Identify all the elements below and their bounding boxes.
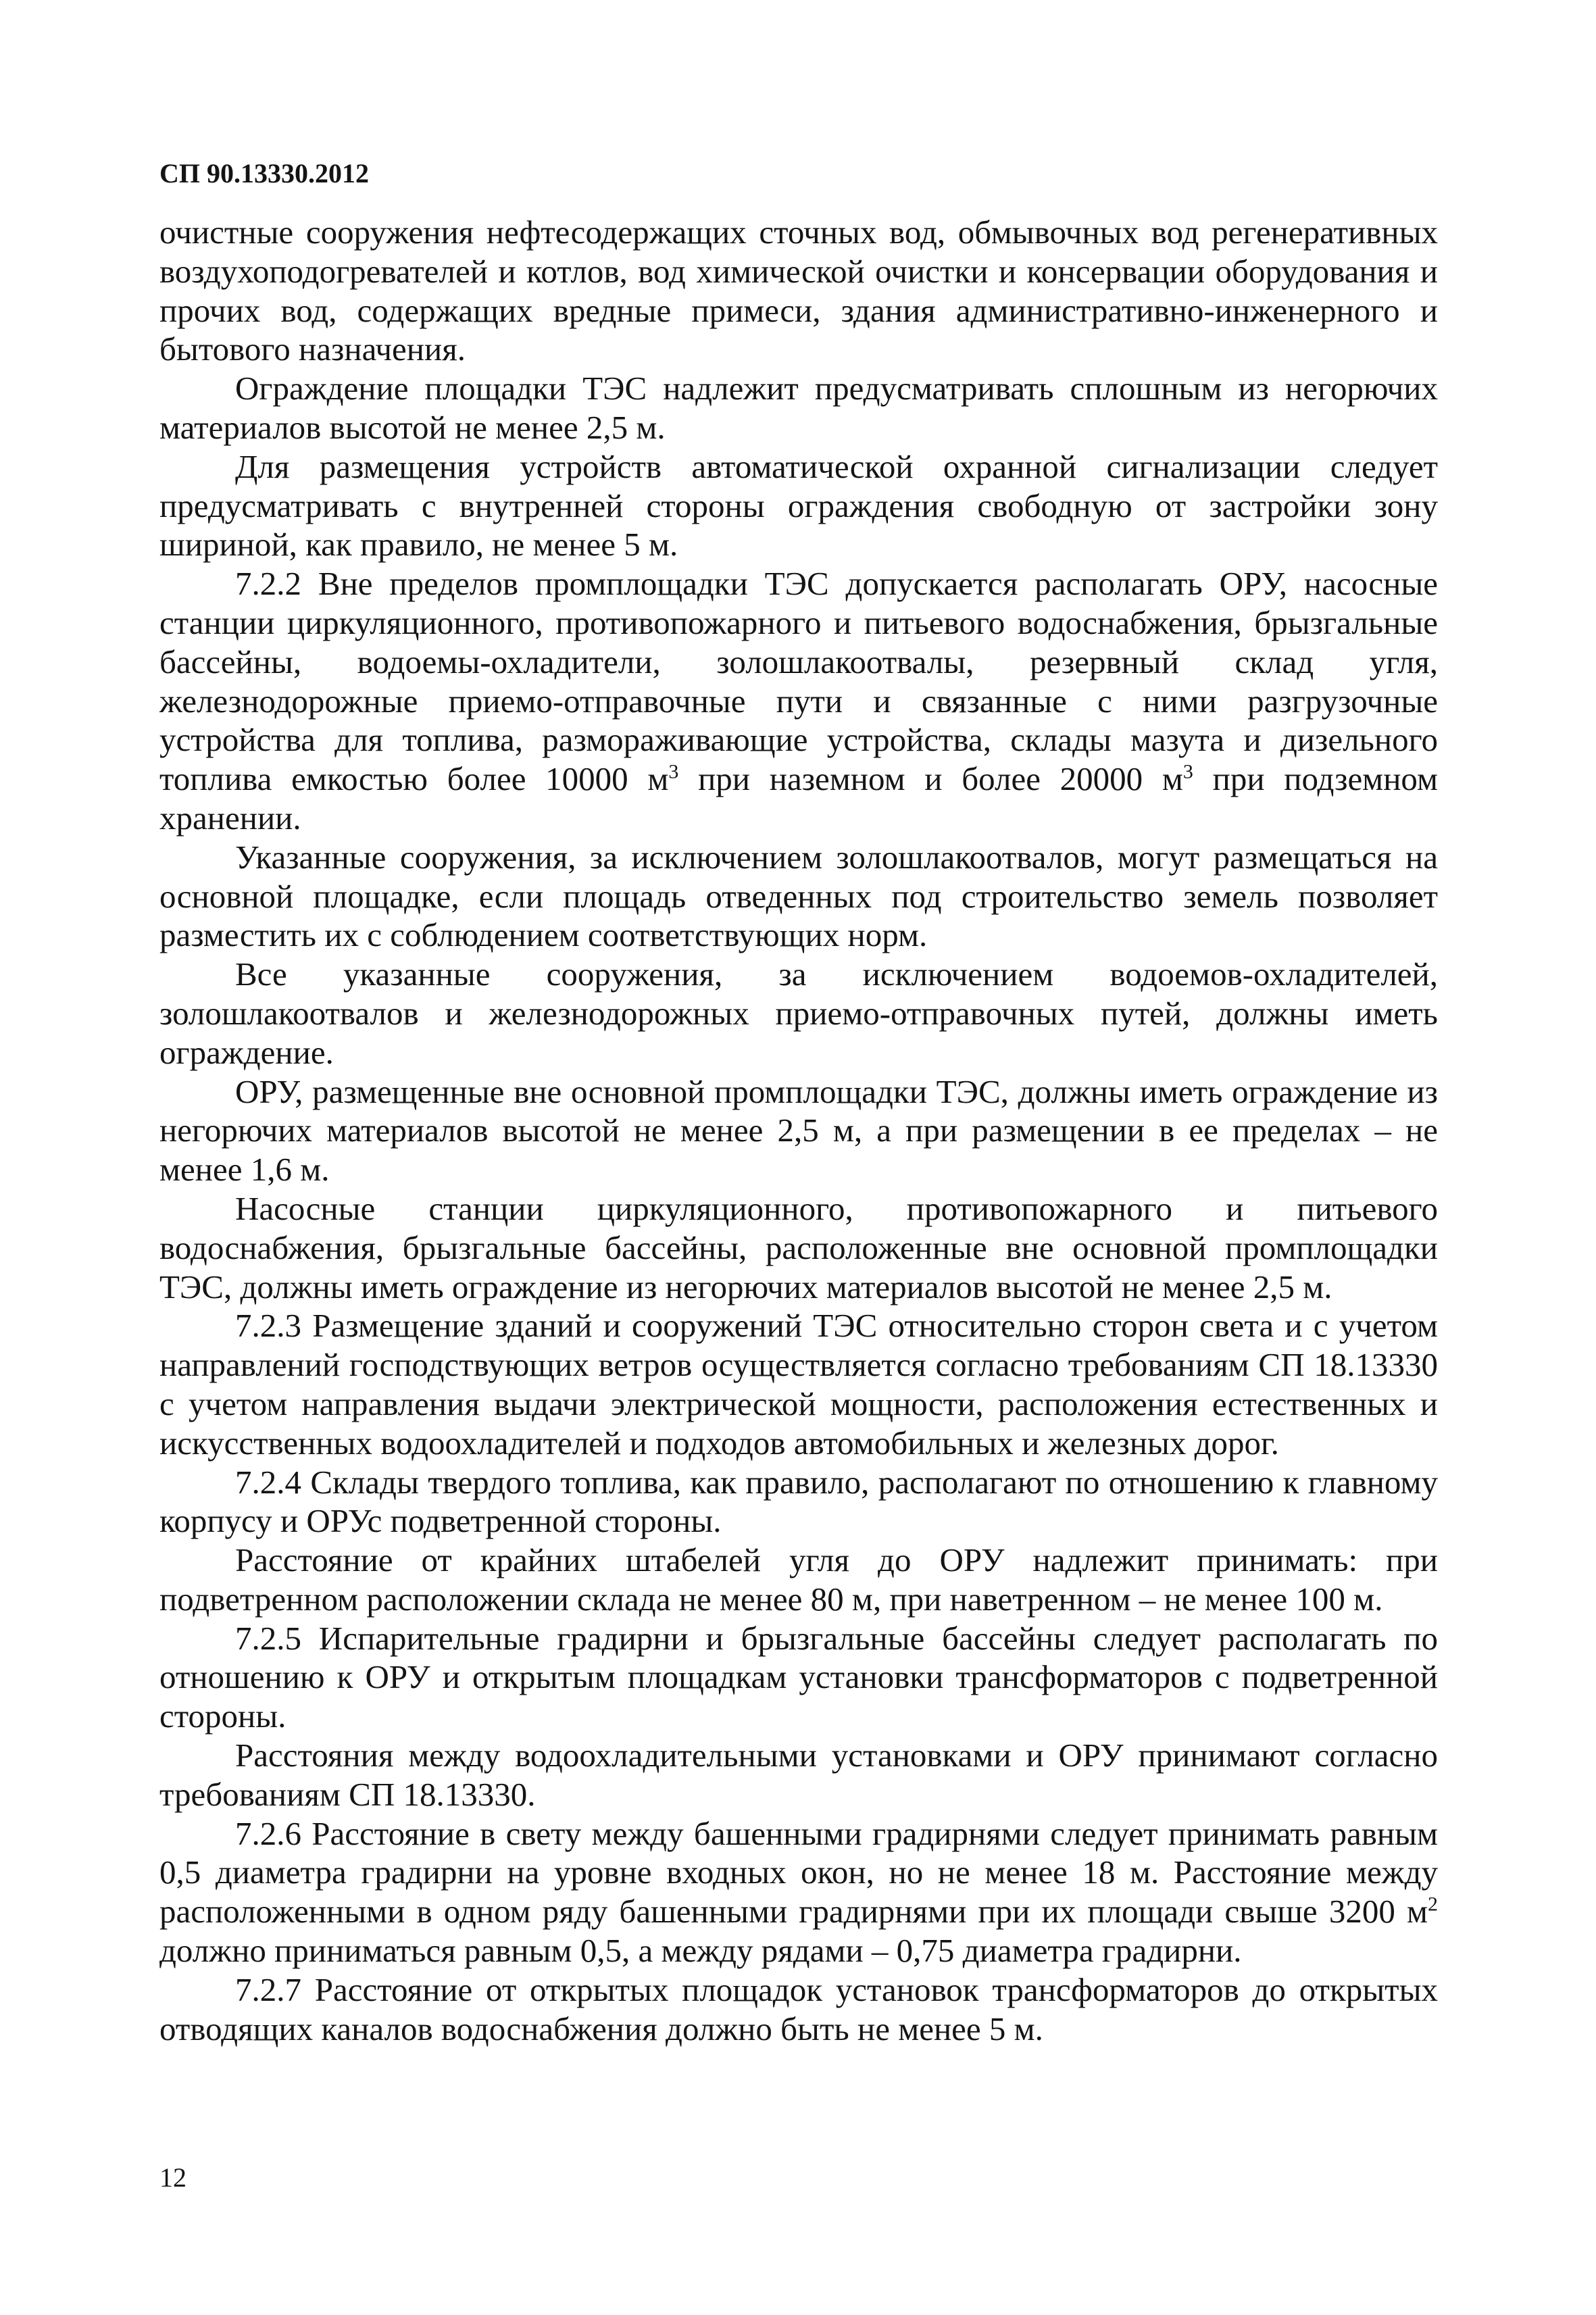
document-code-header: СП 90.13330.2012 — [159, 158, 369, 189]
paragraph-7-2-2-text-2: при наземном и более 20000 м — [678, 760, 1183, 798]
paragraph-7-2-2 — [159, 564, 1438, 838]
paragraph-7-2-4: 7.2.4 Склады твердого топлива, как правило, располагают по отношению к главному корпусу и ОРУс подветренной стороны. — [159, 1463, 1438, 1540]
paragraph-7-2-7: 7.2.7 Расстояние от открытых площадок установок трансформаторов до открытых отводящих каналов водоснабжения должно быть не менее 5 м. — [159, 1970, 1438, 2047]
superscript-cubic-2: 3 — [1182, 760, 1193, 783]
paragraph-alarm-zone: Для размещения устройств автоматической охранной сигнализации следует предусматривать с внутренней стороны ограждения свободную от застройки зону шириной, как правило, не менее 5 м. — [159, 447, 1438, 564]
document-body — [159, 213, 1438, 2048]
paragraph-continuation: очистные сооружения нефтесодержащих сточных вод, обмывочных вод регенеративных воздухоподогревателей и котлов, вод химической очистки и консервации оборудования и прочих вод, содержащих вредные примеси, здания административно-инженерного и бытового назначения. — [159, 214, 1438, 368]
paragraph-7-2-6-text-1: 7.2.6 Расстояние в свету между башенными градирнями следует принимать равным 0,5 диаметра градирни на уровне входных окон, но не менее 18 м. Расстояние между расположенными в одном ряду башенными градирнями при их площади свыше 3200 м — [159, 1814, 1438, 1931]
paragraph-7-2-6 — [159, 1814, 1438, 1970]
paragraph-7-2-6-text-2: должно приниматься равным 0,5, а между рядами – 0,75 диаметра градирни. — [159, 1932, 1242, 1970]
paragraph-main-site-placement: Указанные сооружения, за исключением золошлакоотвалов, могут размещаться на основной площадке, если площадь отведенных под строительство земель позволяет разместить их с соблюдением соответствующих норм. — [159, 838, 1438, 954]
paragraph-7-2-2-text-3: при подземном хранении. — [159, 760, 1438, 837]
paragraph-fence-height: Ограждение площадки ТЭС надлежит предусматривать сплошным из негорючих материалов высотой не менее 2,5 м. — [159, 370, 1438, 446]
paragraph-fencing-required: Все указанные сооружения, за исключением водоемов-охладителей, золошлакоотвалов и железнодорожных приемо-отправочных путей, должны иметь ограждение. — [159, 955, 1438, 1071]
paragraph-oru-fence: ОРУ, размещенные вне основной промплощадки ТЭС, должны иметь ограждение из негорючих материалов высотой не менее 2,5 м, а при размещении в ее пределах – не менее 1,6 м. — [159, 1072, 1438, 1189]
paragraph-coal-distance: Расстояние от крайних штабелей угля до ОРУ надлежит принимать: при подветренном расположении склада не менее 80 м, при наветренном – не менее 100 м. — [159, 1541, 1438, 1618]
paragraph-7-2-3: 7.2.3 Размещение зданий и сооружений ТЭС относительно сторон света и с учетом направлений господствующих ветров осуществляется согласно требованиям СП 18.13330 с учетом направления выдачи электрической мощности, расположения естественных и искусственных водоохладителей и подходов автомобильных и железных дорог. — [159, 1307, 1438, 1462]
page-number: 12 — [159, 2162, 186, 2193]
paragraph-7-2-5: 7.2.5 Испарительные градирни и брызгальные бассейны следует располагать по отношению к ОРУ и открытым площадкам установки трансформаторов с подветренной стороны. — [159, 1619, 1438, 1735]
paragraph-pump-stations-fence: Насосные станции циркуляционного, противопожарного и питьевого водоснабжения, брызгальные бассейны, расположенные вне основной промплощадки ТЭС, должны иметь ограждение из негорючих материалов высотой не менее 2,5 м. — [159, 1189, 1438, 1305]
superscript-square: 2 — [1428, 1893, 1438, 1916]
paragraph-7-2-2-text-1: 7.2.2 Вне пределов промплощадки ТЭС допускается располагать ОРУ, насосные станции циркуляционного, противопожарного и питьевого водоснабжения, брызгальные бассейны, водоемы-охладители, золошлакоотвалы, резервный склад угля, железнодорожные приемо-отправочные пути и связанные с ними разгрузочные устройства для топлива, размораживающие устройства, склады мазута и дизельного топлива емкостью более 10000 м — [159, 565, 1438, 798]
paragraph-cooling-distance: Расстояния между водоохладительными установками и ОРУ принимают согласно требованиям СП 18.13330. — [159, 1737, 1438, 1813]
superscript-cubic-1: 3 — [668, 760, 679, 783]
